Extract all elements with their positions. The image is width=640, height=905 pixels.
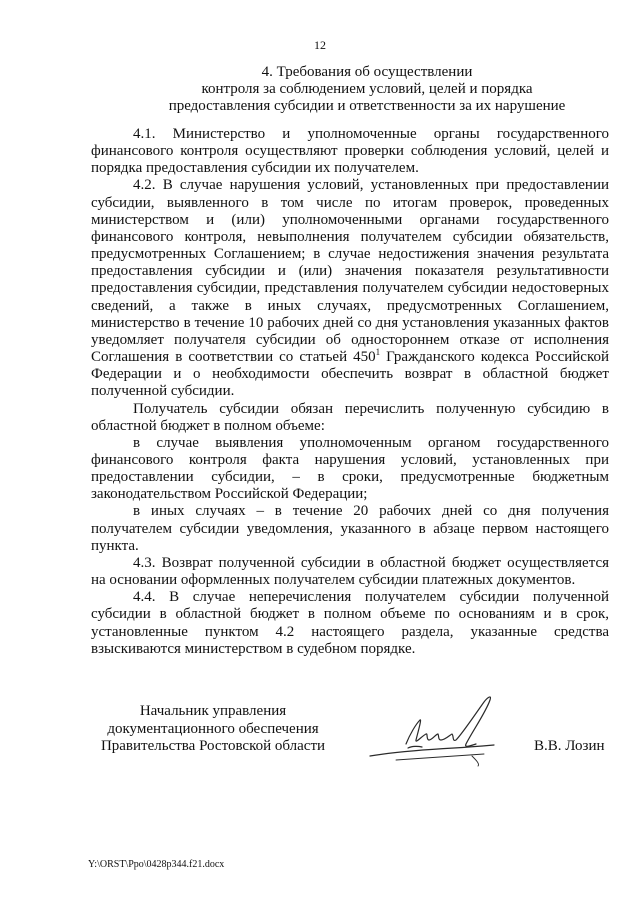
paragraph-case-2: в иных случаях – в течение 20 рабочих дней со дня получения получателем субсидии уведомления, указанного в абзаце первом настоящего пункта. (91, 503, 609, 554)
file-path-footer: Y:\ORST\Ppo\0428p344.f21.docx (88, 859, 225, 870)
paragraph-4-2-continuation: Гражданского кодекса Российской Федерации и о необходимости обеспечить возврат в областной бюджет полученной субсидии. (91, 349, 609, 400)
signer-title-line-3: Правительства Ростовской области (100, 738, 326, 754)
section-heading-line-3: предоставления субсидии и ответственности за их нарушение (168, 98, 566, 114)
paragraph-4-2 (91, 177, 609, 400)
paragraph-case-1: в случае выявления уполномоченным органом государственного финансового контроля факта нарушения условий, установленных при предоставлении субсидии, – в сроки, предусмотренные бюджетным законодательством Российской Федерации; (91, 434, 609, 503)
section-heading (80, 64, 640, 115)
signer-title (88, 703, 338, 756)
section-heading-line-2: контроля за соблюдением условий, целей и порядка (201, 81, 533, 97)
paragraph-4-4: 4.4. В случае неперечисления получателем субсидии полученной субсидии в областной бюджет в полном объеме по основаниям и в срок, установленные пунктом 4.2 настоящего раздела, указанные средства взыскиваются министерством в судебном порядке. (91, 589, 609, 657)
section-body (91, 126, 609, 658)
paragraph-4-1: 4.1. Министерство и уполномоченные органы государственного финансового контроля осуществляют проверки соблюдения условий, целей и порядка предоставления субсидии их получателем. (91, 126, 609, 177)
article-superscript: 1 (375, 347, 381, 358)
handwritten-signature (366, 690, 506, 770)
signer-title-line-1: Начальник управления (139, 703, 287, 719)
signer-name: В.В. Лозин (534, 738, 605, 754)
paragraph-4-2-text: 4.2. В случае нарушения условий, установленных при предоставлении субсидии, выявленного в том числе по итогам проверок, проведенных министерством и (или) уполномоченными органами государственного финансового контроля, невыполнения получателем субсидии обязательств, предусмотренных Соглашением; в случае недостижения значения результата предоставления субсидии и (или) значения показателя результативности предоставления субсидии, представления получателем субсидии недостоверных сведений, а также в иных случаях, предусмотренных Соглашением, министерство в течение 10 рабочих дней со дня установления указанных фактов уведомляет получателя субсидии об одностороннем отказе от исполнения Соглашения в соответствии со статьей 450 (91, 177, 609, 366)
paragraph-obligation: Получатель субсидии обязан перечислить полученную субсидию в областной бюджет в полном объеме: (91, 400, 609, 434)
paragraph-4-3: 4.3. Возврат полученной субсидии в областной бюджет осуществляется на основании оформленных получателем субсидии платежных документов. (91, 554, 609, 589)
page-number: 12 (314, 38, 326, 52)
signer-title-line-2: документационного обеспечения (107, 720, 319, 737)
section-heading-line-1: 4. Требования об осуществлении (261, 64, 473, 80)
